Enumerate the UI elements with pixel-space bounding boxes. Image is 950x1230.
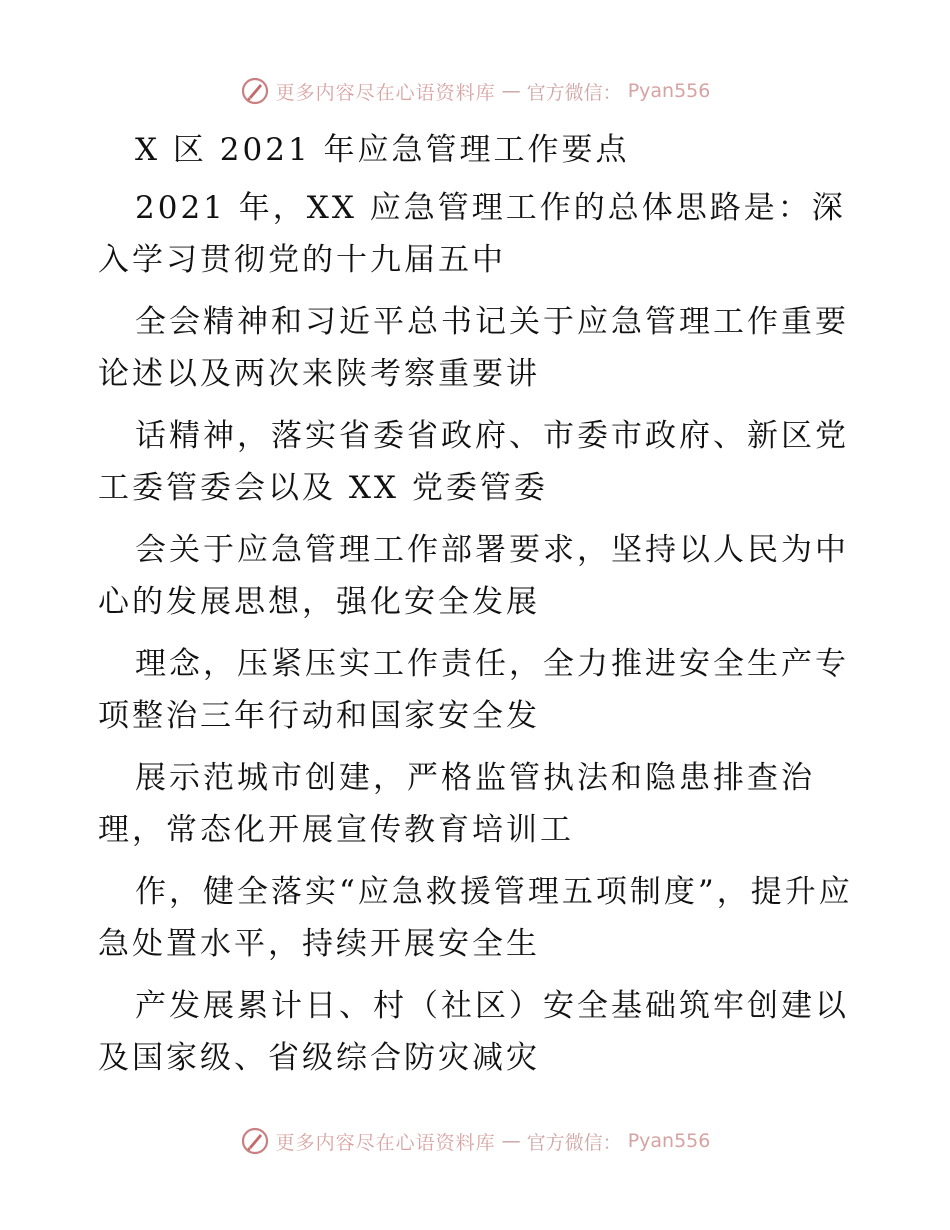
paragraph-7: 作，健全落实“应急救援管理五项制度”，提升应急处置水平，持续开展安全生 bbox=[98, 874, 853, 962]
watermark-main-text: 更多内容尽在心语资料库 bbox=[275, 81, 496, 104]
watermark-wechat-id: Pyan556 bbox=[627, 80, 711, 102]
document-title: X 区 2021 年应急管理工作要点 bbox=[135, 132, 630, 168]
paragraph-1: 2021 年，XX 应急管理工作的总体思路是：深入学习贯彻党的十九届五中 bbox=[98, 190, 846, 278]
paragraph-6: 展示范城市创建，严格监管执法和隐患排查治理，常态化开展宣传教育培训工 bbox=[98, 760, 815, 848]
paragraph-8: 产发展累计日、村（社区）安全基础筑牢创建以及国家级、省级综合防灾减灾 bbox=[98, 988, 849, 1076]
watermark-wechat-label: 官方微信： bbox=[526, 1131, 622, 1154]
watermark-separator: — bbox=[501, 1130, 521, 1152]
quill-seal-icon bbox=[240, 1126, 270, 1156]
document-body bbox=[98, 124, 858, 1094]
paragraph-5: 理念，压紧压实工作责任，全力推进安全生产专项整治三年行动和国家安全发 bbox=[98, 646, 849, 734]
watermark-footer bbox=[0, 1124, 950, 1158]
watermark-header bbox=[0, 74, 950, 108]
watermark-wechat-id: Pyan556 bbox=[627, 1130, 711, 1152]
paragraph-2: 全会精神和习近平总书记关于应急管理工作重要论述以及两次来陕考察重要讲 bbox=[98, 304, 849, 392]
watermark-main-text: 更多内容尽在心语资料库 bbox=[275, 1131, 496, 1154]
quill-seal-icon bbox=[240, 76, 270, 106]
paragraph-3: 话精神，落实省委省政府、市委市政府、新区党工委管委会以及 XX 党委管委 bbox=[98, 418, 849, 506]
watermark-separator: — bbox=[501, 80, 521, 102]
watermark-wechat-label: 官方微信： bbox=[526, 81, 622, 104]
paragraph-4: 会关于应急管理工作部署要求，坚持以人民为中心的发展思想，强化安全发展 bbox=[98, 532, 849, 620]
